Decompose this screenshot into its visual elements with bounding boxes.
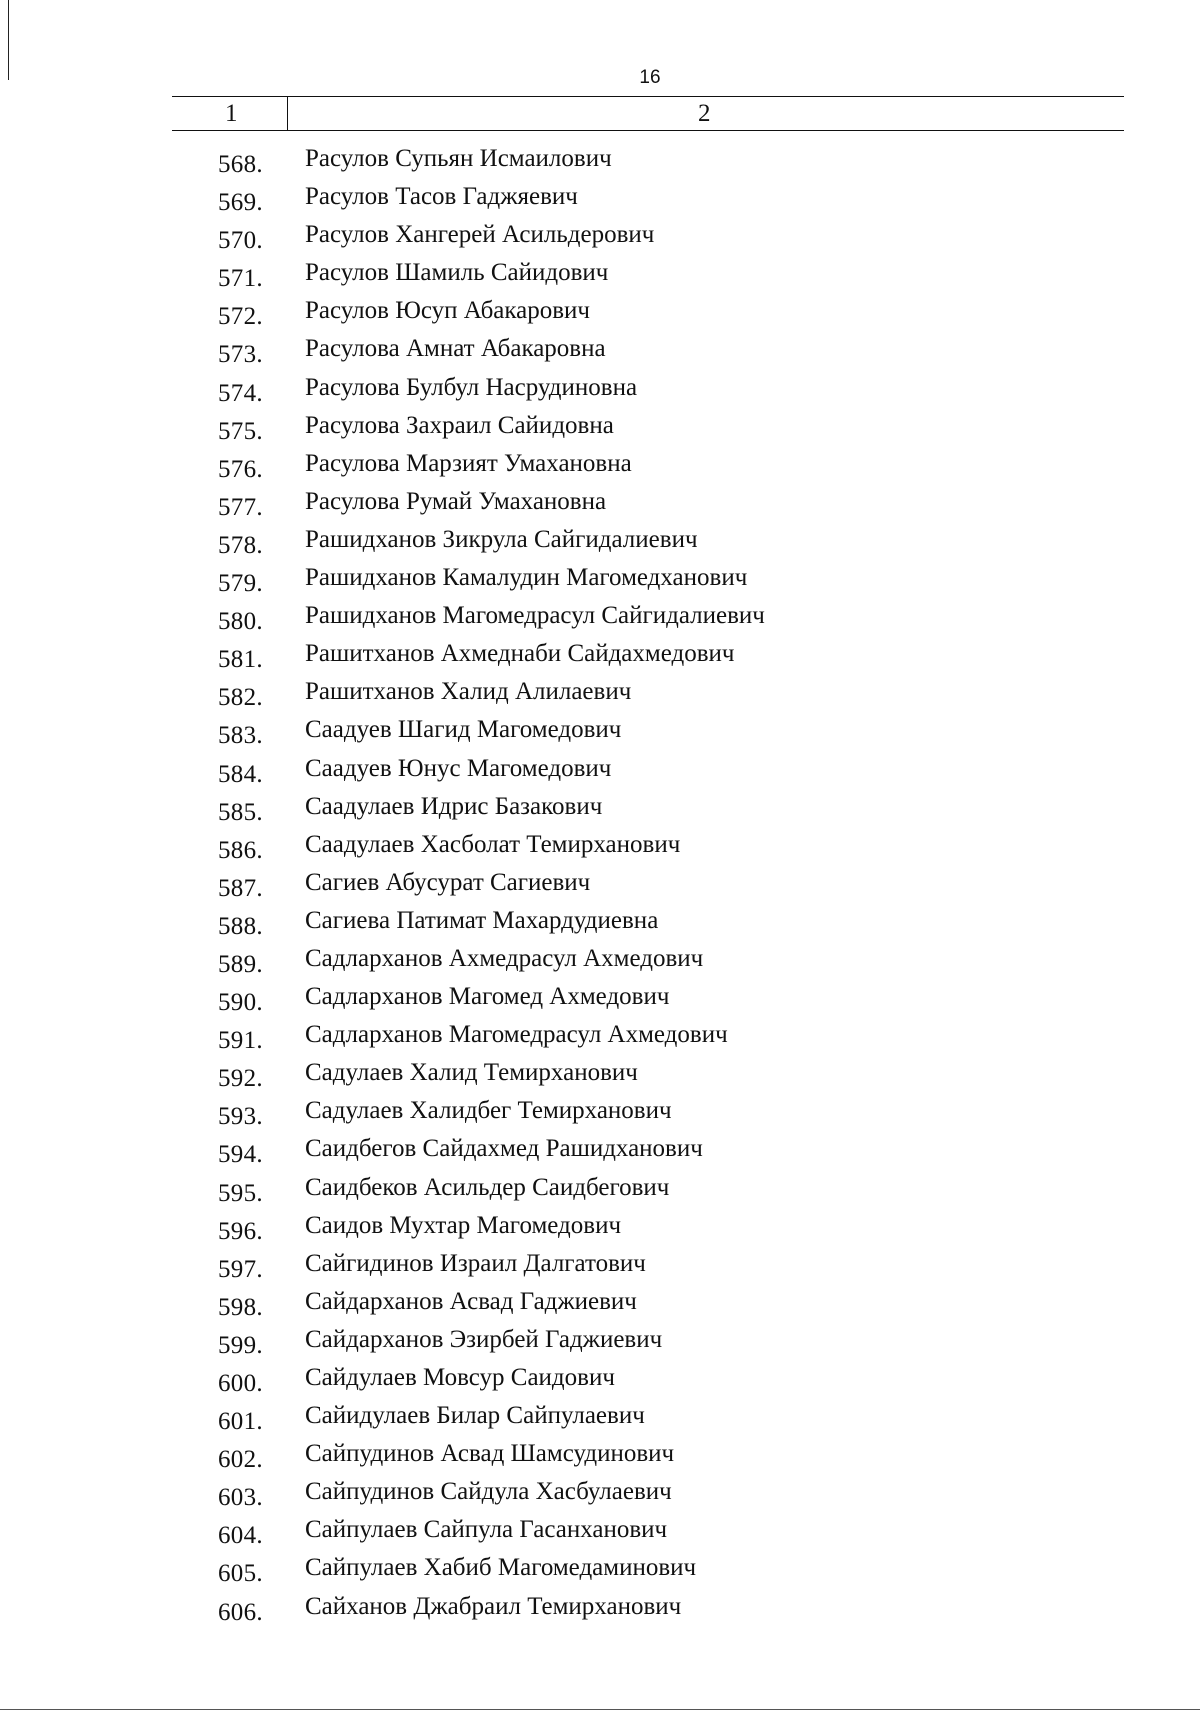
row-number: 575.	[218, 417, 263, 445]
row-full-name: Рашидханов Магомедрасул Сайгидалиевич	[305, 602, 765, 630]
scan-edge-bottom	[0, 1709, 1200, 1710]
list-item	[0, 334, 1200, 372]
list-item	[0, 792, 1200, 830]
row-full-name: Саадуев Шагид Магомедович	[305, 716, 622, 744]
list-item	[0, 1287, 1200, 1325]
row-number: 569.	[218, 189, 263, 217]
row-number: 591.	[218, 1027, 263, 1055]
list-item	[0, 525, 1200, 563]
row-full-name: Сайгидинов Израил Далгатович	[305, 1249, 646, 1277]
row-number: 579.	[218, 570, 263, 598]
list-item	[0, 1096, 1200, 1134]
row-number: 572.	[218, 303, 263, 331]
row-full-name: Сайидулаев Билар Сайпулаевич	[305, 1402, 645, 1430]
row-full-name: Сайпудинов Сайдула Хасбулаевич	[305, 1478, 672, 1506]
row-number: 601.	[218, 1408, 263, 1436]
list-item	[0, 868, 1200, 906]
row-number: 603.	[218, 1484, 263, 1512]
row-number: 590.	[218, 989, 263, 1017]
row-number: 574.	[218, 379, 263, 407]
row-full-name: Садларханов Ахмедрасул Ахмедович	[305, 944, 704, 972]
row-full-name: Расулова Захраил Сайидовна	[305, 411, 614, 439]
row-number: 587.	[218, 874, 263, 902]
row-number: 586.	[218, 836, 263, 864]
list-item	[0, 1134, 1200, 1172]
row-number: 606.	[218, 1598, 263, 1626]
row-number: 570.	[218, 227, 263, 255]
list-item	[0, 1477, 1200, 1515]
list-item	[0, 563, 1200, 601]
row-number: 594.	[218, 1141, 263, 1169]
row-number: 593.	[218, 1103, 263, 1131]
list-item	[0, 715, 1200, 753]
row-full-name: Саидбеков Асильдер Саидбегович	[305, 1173, 670, 1201]
row-number: 581.	[218, 646, 263, 674]
row-full-name: Рашидханов Камалудин Магомедханович	[305, 564, 748, 592]
page-number: 16	[639, 67, 661, 88]
row-number: 599.	[218, 1331, 263, 1359]
row-full-name: Сайдарханов Эзирбей Гаджиевич	[305, 1325, 663, 1353]
row-full-name: Саидов Мухтар Магомедович	[305, 1211, 622, 1239]
row-number: 582.	[218, 684, 263, 712]
name-list	[0, 144, 1200, 1630]
list-item	[0, 487, 1200, 525]
list-item	[0, 1249, 1200, 1287]
row-number: 604.	[218, 1522, 263, 1550]
list-item	[0, 144, 1200, 182]
row-full-name: Саадулаев Идрис Базакович	[305, 792, 603, 820]
row-number: 576.	[218, 455, 263, 483]
row-number: 577.	[218, 493, 263, 521]
list-item	[0, 296, 1200, 334]
table-header-bottom-rule	[172, 130, 1124, 131]
list-item	[0, 944, 1200, 982]
row-full-name: Расулова Марзият Умахановна	[305, 449, 632, 477]
row-full-name: Расулова Амнат Абакаровна	[305, 335, 606, 363]
list-item	[0, 449, 1200, 487]
row-number: 584.	[218, 760, 263, 788]
row-number: 585.	[218, 798, 263, 826]
row-number: 588.	[218, 912, 263, 940]
list-item	[0, 1363, 1200, 1401]
list-item	[0, 1592, 1200, 1630]
row-full-name: Сайханов Джабраил Темирханович	[305, 1592, 682, 1620]
row-full-name: Расулов Тасов Гаджяевич	[305, 183, 578, 211]
list-item	[0, 1439, 1200, 1477]
row-number: 597.	[218, 1255, 263, 1283]
row-full-name: Саадуев Юнус Магомедович	[305, 754, 612, 782]
header-column-2: 2	[698, 100, 711, 127]
row-full-name: Садларханов Магомедрасул Ахмедович	[305, 1021, 728, 1049]
row-number: 580.	[218, 608, 263, 636]
list-item	[0, 754, 1200, 792]
row-full-name: Расулов Супьян Исмаилович	[305, 145, 612, 172]
row-number: 592.	[218, 1065, 263, 1093]
list-item	[0, 639, 1200, 677]
row-full-name: Расулов Хангерей Асильдерович	[305, 221, 655, 249]
row-full-name: Сайпулаев Сайпула Гасанханович	[305, 1516, 668, 1544]
row-full-name: Сайпудинов Асвад Шамсудинович	[305, 1440, 675, 1468]
row-full-name: Садулаев Халидбег Темирханович	[305, 1097, 672, 1125]
row-full-name: Сайпулаев Хабиб Магомедаминович	[305, 1554, 697, 1582]
row-full-name: Сагиев Абусурат Сагиевич	[305, 868, 591, 896]
header-column-1: 1	[225, 100, 238, 127]
list-item	[0, 411, 1200, 449]
row-number: 568.	[218, 151, 263, 178]
row-full-name: Садларханов Магомед Ахмедович	[305, 983, 670, 1011]
row-full-name: Рашитханов Ахмеднаби Сайдахмедович	[305, 640, 735, 668]
row-number: 595.	[218, 1179, 263, 1207]
list-item	[0, 1515, 1200, 1553]
list-item	[0, 830, 1200, 868]
list-item	[0, 1058, 1200, 1096]
row-number: 598.	[218, 1293, 263, 1321]
row-number: 573.	[218, 341, 263, 369]
list-item	[0, 373, 1200, 411]
row-full-name: Сайдулаев Мовсур Саидович	[305, 1364, 615, 1391]
row-full-name: Расулова Румай Умахановна	[305, 487, 607, 515]
table-top-rule	[172, 96, 1124, 97]
row-full-name: Расулов Шамиль Сайидович	[305, 259, 609, 287]
row-full-name: Саадулаев Хасболат Темирханович	[305, 830, 681, 858]
row-number: 596.	[218, 1217, 263, 1245]
list-item	[0, 982, 1200, 1020]
list-item	[0, 601, 1200, 639]
row-full-name: Рашидханов Зикрула Сайгидалиевич	[305, 525, 698, 553]
row-full-name: Расулов Юсуп Абакарович	[305, 297, 591, 325]
row-full-name: Сайдарханов Асвад Гаджиевич	[305, 1287, 637, 1315]
row-number: 583.	[218, 722, 263, 750]
row-number: 589.	[218, 950, 263, 978]
list-item	[0, 220, 1200, 258]
list-item	[0, 906, 1200, 944]
row-full-name: Рашитханов Халид Алилаевич	[305, 678, 632, 706]
list-item	[0, 1325, 1200, 1363]
row-full-name: Садулаев Халид Темирханович	[305, 1059, 638, 1087]
list-item	[0, 1173, 1200, 1211]
list-item	[0, 182, 1200, 220]
list-item	[0, 1020, 1200, 1058]
list-item	[0, 1401, 1200, 1439]
row-number: 605.	[218, 1560, 263, 1588]
row-number: 600.	[218, 1370, 263, 1397]
header-column-divider	[287, 97, 288, 130]
list-item	[0, 1211, 1200, 1249]
list-item	[0, 258, 1200, 296]
list-item	[0, 1553, 1200, 1591]
row-number: 571.	[218, 265, 263, 293]
row-full-name: Расулова Булбул Насрудиновна	[305, 373, 638, 401]
row-full-name: Сагиева Патимат Махардудиевна	[305, 906, 659, 934]
list-item	[0, 677, 1200, 715]
row-number: 602.	[218, 1446, 263, 1474]
row-full-name: Саидбегов Сайдахмед Рашидханович	[305, 1135, 703, 1163]
row-number: 578.	[218, 531, 263, 559]
